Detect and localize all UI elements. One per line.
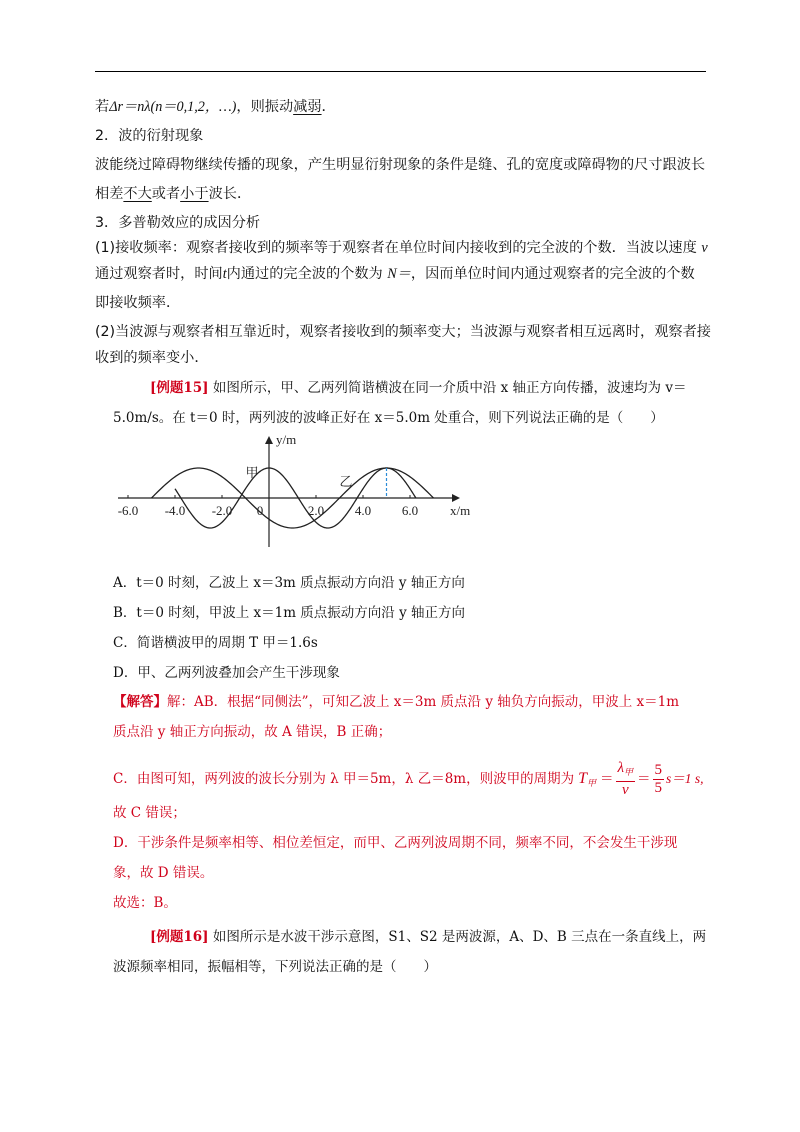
- x-axis-label: x/m: [450, 503, 471, 518]
- option-d[interactable]: D．甲、乙两列波叠加会产生干涉现象: [113, 665, 340, 681]
- section3-p2-line1: (2)当波源与观察者相互靠近时，观察者接收到的频率变大；当波源与观察者相互远离时，观察者接: [95, 324, 711, 340]
- option-c[interactable]: C．简谐横波甲的周期 T 甲＝1.6s: [113, 635, 318, 651]
- answer-line3: C．由图可知，两列波的波长分别为 λ 甲＝5m，λ 乙＝8m，则波甲的周期为 $T_甲$ ＝ $\frac{\lambda_甲}{v}$ ＝ $\frac{5}{5}$ s＝1 s,: [113, 760, 704, 798]
- option-a[interactable]: A．t＝0 时刻，乙波上 x＝3m 质点振动方向沿 y 轴正方向: [113, 575, 465, 591]
- x-tick-label: -4.0: [164, 503, 186, 518]
- example16-stem-line1: [例题16] 如图所示是水波干涉示意图，S1、S2 是两波源，A、D、B 三点在一条直线上，两: [150, 929, 707, 945]
- lambda-over-v-fraction: $\frac{\lambda_甲}{v}$: [617, 760, 634, 798]
- five-over-five-fraction: $\frac{5}{5}$: [654, 762, 663, 796]
- interference-weakening-line: 若Δr＝nλ(n＝0,1,2，…)，则振动减弱．: [95, 99, 336, 115]
- section3-p2-line2: 收到的频率变小．: [95, 350, 209, 366]
- x-tick-label: 4.0: [354, 503, 372, 518]
- section3-p1-line3: 即接收频率．: [95, 295, 181, 311]
- example15-stem-line2: 5.0m/s。在 t＝0 时，两列波的波峰正好在 x＝5.0m 处重合，则下列说法正确的是（ ）: [113, 410, 664, 426]
- wave-jia-label: 甲: [245, 465, 259, 480]
- section2-line2: 相差不大或者小于波长．: [95, 186, 252, 202]
- section2-line1: 波能绕过障碍物继续传播的现象，产生明显衍射现象的条件是缝、孔的宽度或障碍物的尺寸跟波长: [95, 157, 706, 173]
- example15-stem-line1: [例题15] 如图所示，甲、乙两列简谐横波在同一介质中沿 x 轴正方向传播，波速均为 v＝: [150, 380, 687, 396]
- y-axis-label: y/m: [276, 432, 297, 447]
- answer-line7: 故选：B。: [113, 895, 177, 911]
- x-tick-label: 6.0: [401, 503, 419, 518]
- chart-axes: [118, 436, 460, 547]
- x-tick-label: -2.0: [211, 503, 233, 518]
- section3-title: 3．多普勒效应的成因分析: [95, 215, 261, 231]
- answer-line1: 【解答】解：AB．根据“同侧法”，可知乙波上 x＝3m 质点沿 y 轴负方向振动，甲波上 x＝1m: [113, 694, 680, 710]
- x-tick-label: 2.0: [307, 503, 325, 518]
- section3-p1-line2: 通过观察者时，时间t内通过的完全波的个数为 N＝，因而单位时间内通过观察者的完全波的个数: [95, 266, 695, 282]
- answer-line2: 质点沿 y 轴正方向振动，故 A 错误，B 正确；: [113, 724, 392, 740]
- example16-stem-line2: 波源频率相同，振幅相等，下列说法正确的是（ ）: [113, 959, 437, 975]
- answer-line6: 象，故 D 错误。: [113, 865, 214, 881]
- chart-labels: [118, 432, 471, 518]
- answer-line5: D．干涉条件是频率相等、相位差恒定，而甲、乙两列波周期不同，频率不同，不会发生干涉现: [113, 835, 678, 851]
- answer-line4: 故 C 错误；: [113, 805, 186, 821]
- header-rule: [95, 71, 706, 72]
- x-axis-arrow: [452, 494, 460, 502]
- wave-yi-label: 乙: [339, 474, 353, 489]
- option-b[interactable]: B．t＝0 时刻，甲波上 x＝1m 质点振动方向沿 y 轴正方向: [113, 605, 466, 621]
- x-tick-label: 0: [256, 503, 264, 518]
- section3-p1-line1: (1)接收频率：观察者接收到的频率等于观察者在单位时间内接收到的完全波的个数．当波以速度 v: [95, 240, 708, 256]
- wave-chart: [112, 432, 484, 550]
- section2-title: 2．波的衍射现象: [95, 128, 204, 144]
- y-axis-arrow: [265, 436, 273, 444]
- x-tick-label: -6.0: [117, 503, 139, 518]
